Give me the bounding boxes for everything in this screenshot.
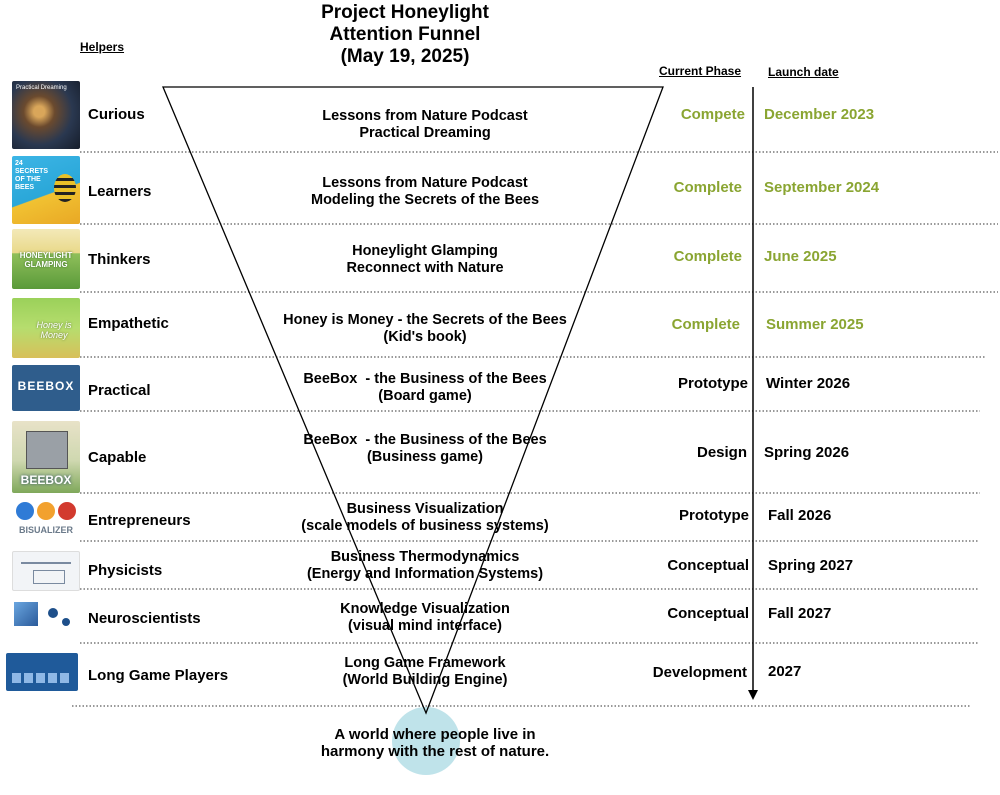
stage-title: Business Thermodynamics bbox=[330, 549, 520, 565]
launch-date-value: September 2024 bbox=[764, 179, 880, 196]
honey-is-money-thumbnail bbox=[12, 298, 80, 358]
beehive-icon bbox=[26, 431, 68, 469]
launch-date-value: 2027 bbox=[768, 663, 802, 680]
stage-subtitle: (Kid's book) bbox=[383, 329, 467, 345]
stage-subtitle: (Energy and Information Systems) bbox=[306, 566, 544, 582]
node-icon bbox=[62, 618, 70, 626]
phase-value: Complete bbox=[671, 316, 740, 333]
funnel-stage bbox=[255, 243, 595, 277]
long-game-framework-thumbnail bbox=[6, 653, 78, 691]
stage-subtitle: (scale models of business systems) bbox=[301, 518, 549, 534]
phase-value: Complete bbox=[673, 179, 742, 196]
thumb-label: HONEYLIGHT GLAMPING bbox=[19, 251, 73, 269]
stage-title: BeeBox - the Business of the Bees bbox=[303, 371, 547, 387]
beebox-board-game-thumbnail bbox=[12, 365, 80, 411]
thermodynamics-diagram-thumbnail bbox=[12, 551, 80, 591]
goal-line: A world where people live in bbox=[334, 726, 536, 743]
goal-statement bbox=[300, 726, 570, 760]
gear-icon bbox=[58, 502, 76, 520]
gear-icon bbox=[16, 502, 34, 520]
launch-date-header: Launch date bbox=[768, 65, 839, 79]
launch-date-value: Fall 2026 bbox=[768, 507, 832, 524]
funnel-stage bbox=[255, 432, 595, 466]
stage-subtitle: Practical Dreaming bbox=[359, 125, 491, 141]
funnel-stage bbox=[255, 108, 595, 142]
funnel-stage bbox=[255, 549, 595, 583]
cube-icon bbox=[14, 602, 38, 626]
launch-date-value: Winter 2026 bbox=[766, 375, 851, 392]
practical-dreaming-thumbnail bbox=[12, 81, 80, 149]
goal-line: harmony with the rest of nature. bbox=[320, 743, 550, 760]
helper-label: Empathetic bbox=[88, 315, 169, 332]
knowledge-visualization-thumbnail bbox=[12, 598, 80, 640]
phase-value: Complete bbox=[673, 248, 742, 265]
phase-value: Conceptual bbox=[667, 557, 749, 574]
launch-date-value: Summer 2025 bbox=[766, 316, 864, 333]
thumb-label: BISUALIZER bbox=[19, 525, 73, 535]
funnel-stage bbox=[255, 601, 595, 635]
thumb-label: BEEBOX bbox=[17, 379, 75, 393]
page-title bbox=[255, 2, 555, 68]
helper-label: Entrepreneurs bbox=[88, 512, 191, 529]
stage-title: Lessons from Nature Podcast bbox=[322, 108, 528, 124]
phase-value: Prototype bbox=[678, 507, 749, 524]
launch-date-value: Fall 2027 bbox=[768, 605, 832, 622]
stage-title: Lessons from Nature Podcast bbox=[322, 175, 528, 191]
diagram-box bbox=[33, 570, 65, 584]
helpers-header: Helpers bbox=[80, 40, 125, 54]
thumb-label: Practical Dreaming bbox=[16, 85, 67, 91]
phase-value: Design bbox=[696, 444, 747, 461]
current-phase-header: Current Phase bbox=[659, 64, 742, 78]
bisualizer-thumbnail bbox=[12, 500, 80, 540]
stage-subtitle: Reconnect with Nature bbox=[346, 260, 504, 276]
stage-subtitle: (visual mind interface) bbox=[348, 618, 502, 634]
helper-label: Practical bbox=[88, 382, 151, 399]
honeylight-glamping-thumbnail bbox=[12, 229, 80, 289]
stage-title: Business Visualization bbox=[346, 501, 504, 517]
diagram-line bbox=[21, 562, 71, 564]
funnel-stage bbox=[255, 371, 595, 405]
thumb-label: 24 SECRETS OF THE BEES bbox=[15, 160, 49, 191]
funnel-stage bbox=[255, 501, 595, 535]
phase-value: Development bbox=[652, 664, 747, 681]
helper-label: Thinkers bbox=[88, 251, 151, 268]
stage-title: Knowledge Visualization bbox=[340, 601, 510, 617]
stage-title: Honey is Money - the Secrets of the Bees bbox=[283, 312, 567, 328]
launch-date-value: June 2025 bbox=[764, 248, 837, 265]
launch-date-value: Spring 2027 bbox=[768, 557, 854, 574]
stage-subtitle: (Business game) bbox=[366, 449, 484, 465]
stage-title: Honeylight Glamping bbox=[352, 243, 498, 259]
thumb-label: BEEBOX bbox=[20, 473, 72, 487]
ui-grid bbox=[12, 673, 72, 683]
helper-label: Long Game Players bbox=[88, 667, 229, 684]
helper-label: Neuroscientists bbox=[88, 610, 201, 627]
helper-label: Capable bbox=[88, 449, 147, 466]
secrets-of-the-bees-thumbnail bbox=[12, 156, 80, 224]
title-line: Attention Funnel bbox=[329, 24, 481, 45]
thumb-label: Honey is Money bbox=[36, 320, 72, 340]
funnel-stage bbox=[255, 655, 595, 689]
launch-date-value: Spring 2026 bbox=[764, 444, 850, 461]
launch-date-value: December 2023 bbox=[764, 106, 875, 123]
funnel-stage bbox=[255, 175, 595, 209]
stage-subtitle: (Board game) bbox=[378, 388, 472, 404]
helper-label: Curious bbox=[88, 106, 145, 123]
node-icon bbox=[48, 608, 58, 618]
beebox-business-game-thumbnail bbox=[12, 421, 80, 493]
stage-subtitle: (World Building Engine) bbox=[342, 672, 508, 688]
gear-icon bbox=[37, 502, 55, 520]
title-line: (May 19, 2025) bbox=[340, 46, 470, 67]
helper-label: Learners bbox=[88, 183, 152, 200]
phase-value: Conceptual bbox=[667, 605, 749, 622]
helper-label: Physicists bbox=[88, 562, 163, 579]
stage-title: Long Game Framework bbox=[344, 655, 506, 671]
title-line: Project Honeylight bbox=[321, 2, 489, 23]
bee-icon bbox=[54, 174, 76, 202]
phase-value: Prototype bbox=[677, 375, 748, 392]
stage-title: BeeBox - the Business of the Bees bbox=[303, 432, 547, 448]
timeline-arrowhead bbox=[748, 690, 758, 700]
stage-subtitle: Modeling the Secrets of the Bees bbox=[310, 192, 540, 208]
funnel-stage bbox=[245, 312, 605, 346]
phase-value: Compete bbox=[680, 106, 745, 123]
